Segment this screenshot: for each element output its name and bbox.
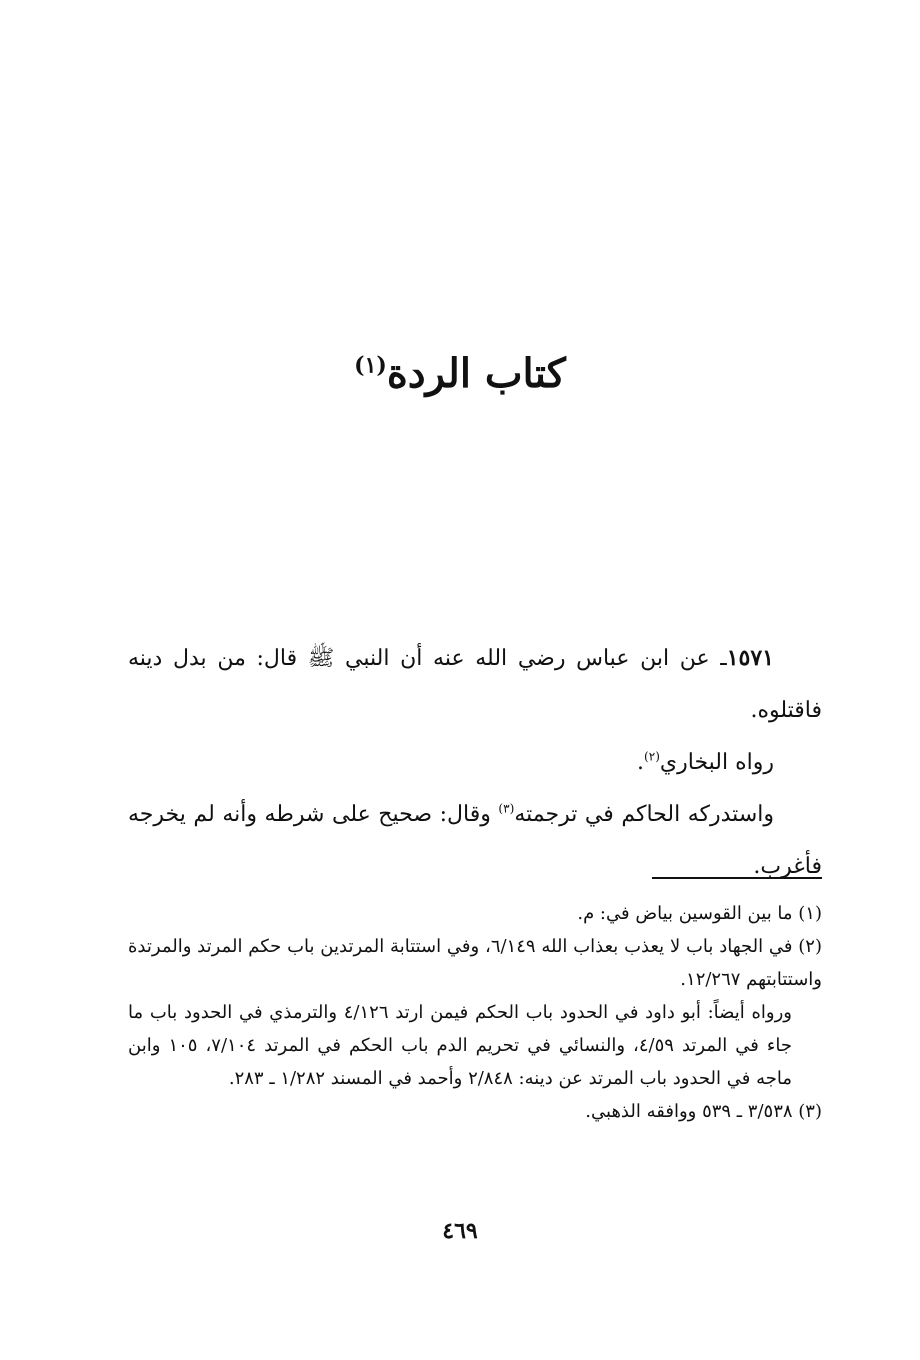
mustadrak-footnote-ref: (٣) <box>498 801 515 816</box>
hadith-text: ـ عن ابن عباس رضي الله عنه أن النبي ﷺ قال: من بدل دينه فاقتلوه. <box>128 646 822 723</box>
narration-paragraph <box>128 737 822 789</box>
mustadrak-text-a: واستدركه الحاكم في ترجمته <box>514 802 774 827</box>
chapter-title-text: كتاب الردة <box>386 350 566 397</box>
hadith-paragraph <box>128 632 822 737</box>
narration-footnote-ref: (٢) <box>643 749 660 764</box>
footnotes <box>128 897 822 1128</box>
mustadrak-text-b: وقال: صحيح على شرطه وأنه لم يخرجه فأغرب. <box>128 802 822 879</box>
footnote-3: (٣) ٣/٥٣٨ ـ ٥٣٩ ووافقه الذهبي. <box>585 1101 822 1122</box>
footnote-1: (١) ما بين القوسين بياض في: م. <box>577 903 822 924</box>
footnote-divider <box>652 877 822 879</box>
page-number: ٤٦٩ <box>442 1218 478 1244</box>
chapter-title <box>0 350 920 397</box>
main-text <box>128 632 822 893</box>
title-footnote-ref: (١) <box>354 352 387 379</box>
footnote-2: (٢) في الجهاد باب لا يعذب بعذاب الله ٦/١٤٩، وفي استتابة المرتدين باب حكم المرتد والمرتدة واستتابتهم ١٢/٢٦٧. <box>128 936 822 990</box>
narration-end: . <box>636 750 644 775</box>
narration-text: رواه البخاري <box>659 750 774 775</box>
hadith-number: ١٥٧١ <box>726 645 774 671</box>
footnote-2-continuation: ورواه أيضاً: أبو داود في الحدود باب الحكم فيمن ارتد ٤/١٢٦ والترمذي في الحدود باب ما جاء في المرتد ٤/٥٩، والنسائي في تحريم الدم باب الحكم في المرتد ٧/١٠٤، ١٠٥ وابن ماجه في الحدود باب المرتد عن دينه: ٢/٨٤٨ وأحمد في المسند ١/٢٨٢ ـ ٢٨٣. <box>128 1002 793 1089</box>
